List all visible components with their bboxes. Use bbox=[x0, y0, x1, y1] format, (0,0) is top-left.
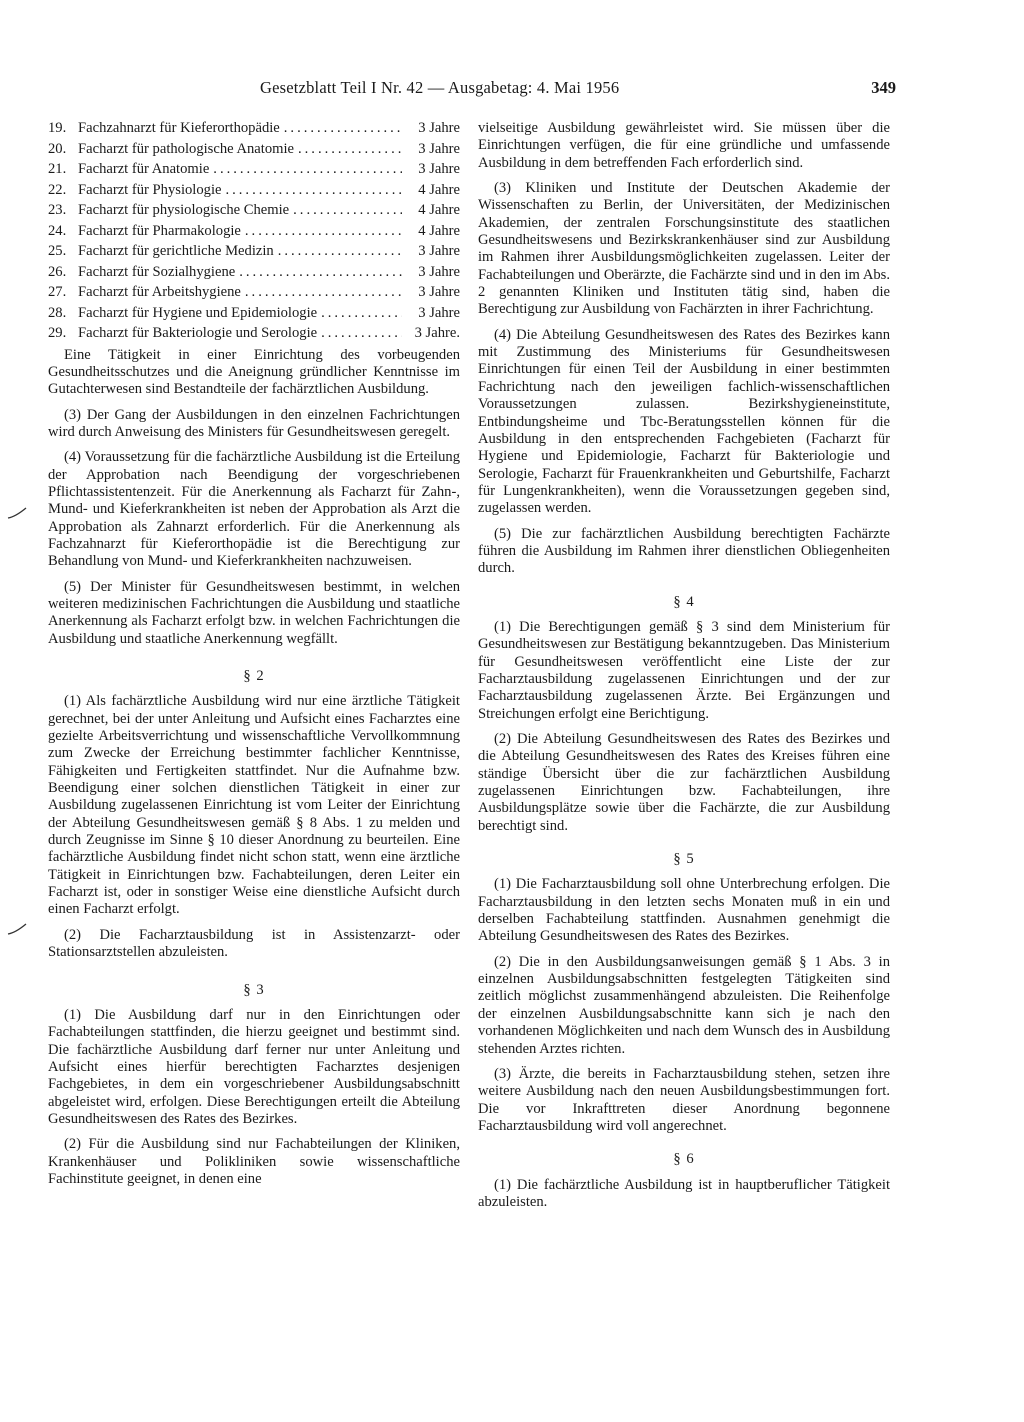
list-item-duration: 3 Jahre bbox=[418, 120, 460, 136]
list-item-label: Fachzahnarzt für Kieferorthopädie bbox=[78, 120, 280, 136]
list-item-label: Facharzt für Arbeitshygiene bbox=[78, 284, 241, 300]
list-item-label: Facharzt für gerichtliche Medizin bbox=[78, 243, 274, 259]
list-item-duration: 4 Jahre bbox=[418, 222, 460, 239]
paragraph: (4) Die Abteilung Gesundheitswesen des Rates des Bezirkes kann mit Zustimmung des Ministeriums für Gesundheitswesen Einrichtungen für einen Teil der Ausbildung in einer bestimmten Fachrichtung nach den jeweiligen fachlich-wissenschaftlichen Voraussetzungen zulassen. Bezirkshygieneinstitute, Entbindungsheime und Tbc-Beratungsstellen können für die Ausbildung in den entsprechenden Fachgebieten (Facharzt für Hygiene und Epidemiologie, Facharzt für Bakteriologie und Serologie, Facharzt für Frauenkrankheiten und Geburtshilfe, Facharzt für Lungenkrankheiten), wenn die Voraussetzungen gegeben sind, zugelassen werden. bbox=[478, 326, 890, 517]
paragraph: (2) Die Abteilung Gesundheitswesen des Rates des Bezirkes und die Abteilung Gesundheitswesen des Rates des Kreises führen eine ständige Übersicht über die zur fachärztlichen Ausbildung zugelassenen Einrichtungen bzw. Fachabteilungen, ihre Ausbildungsplätze sowie über die Fachärzte, die zur Ausbildung berechtigt sind. bbox=[478, 731, 890, 834]
list-item-label: Facharzt für physiologische Chemie bbox=[78, 202, 290, 218]
list-item-label: Facharzt für Hygiene und Epidemiologie bbox=[78, 304, 318, 321]
paragraph: (2) Für die Ausbildung sind nur Fachabteilungen der Kliniken, Krankenhäuser und Polikliniken sowie wissenschaftliche Fachinstitute geeignet, in denen eine bbox=[48, 1136, 460, 1187]
leader-dots bbox=[235, 264, 402, 281]
leader-dots bbox=[241, 223, 402, 240]
list-item-duration: 3 Jahre bbox=[418, 304, 460, 321]
paragraph: (2) Die in den Ausbildungsanweisungen gemäß § 1 Abs. 3 in einzelnen Ausbildungsabschnitten festgelegten Tätigkeiten sind zeitlich möglichst zusammenhängend abzuleisten. Die Reihenfolge der einzelnen Ausbildungsabschnitte kann sich je nach den vorhandenen Möglichkeiten und nach dem Wunsch des in Ausbildung stehenden Arztes richten. bbox=[478, 953, 890, 1057]
list-item-number: 26. bbox=[48, 263, 67, 280]
paragraph: (4) Voraussetzung für die fachärztliche Ausbildung ist die Erteilung der Approbation nach Beendigung der vorgeschriebenen Pflichtassistentenzeit. Für die Anerkennung als Facharzt für Zahn-, Mund- und Kieferkrankheiten ist neben der Approbation als Arzt die Approbation als Zahnarzt erforderlich. Für die Anerkennung als Fachzahnarzt für Kieferorthopädie ist die Berechtigung zur Behandlung von Mund- und Kieferkrankheiten nachzuweisen. bbox=[48, 449, 460, 570]
list-item bbox=[48, 182, 460, 203]
paragraph: (1) Die Facharztausbildung soll ohne Unterbrechung erfolgen. Die Facharztausbildung in den letzten sechs Monaten muß in ein und derselben Fachabteilung stattfinden. Ausnahmen genehmigt die Abteilung Gesundheitswesen des Rates des Bezirkes. bbox=[478, 876, 890, 945]
page-number: 349 bbox=[871, 78, 896, 97]
list-item bbox=[48, 161, 460, 182]
list-item-label: Facharzt für Pharmakologie bbox=[78, 222, 241, 239]
leader-dots bbox=[317, 325, 402, 342]
list-item-duration: 3 Jahre bbox=[418, 140, 460, 157]
paragraph: (3) Der Gang der Ausbildungen in den einzelnen Fachrichtungen wird durch Anweisung des Ministers für Gesundheitswesen geregelt. bbox=[48, 406, 460, 440]
leader-dots bbox=[241, 284, 402, 301]
paragraph: (1) Die fachärztliche Ausbildung ist in hauptberuflicher Tätigkeit abzuleisten. bbox=[478, 1176, 890, 1210]
margin-check-mark bbox=[6, 922, 28, 936]
list-item-number: 20. bbox=[48, 140, 67, 157]
leader-dots bbox=[274, 243, 402, 260]
list-item-number: 29. bbox=[48, 325, 67, 341]
list-item-duration: 3 Jahre. bbox=[414, 325, 460, 341]
section-heading: § 3 bbox=[243, 981, 265, 998]
list-item bbox=[48, 284, 460, 305]
leader-dots bbox=[317, 305, 402, 322]
list-item bbox=[48, 264, 460, 285]
list-item-duration: 4 Jahre bbox=[418, 202, 460, 218]
list-item-duration: 3 Jahre bbox=[418, 284, 460, 300]
paragraph: (5) Der Minister für Gesundheitswesen bestimmt, in welchen weiteren medizinischen Fachrichtungen die Ausbildung und staatliche Anerkennung als Facharzt erfolgt bzw. in welchen Fachrichtungen die Ausbildung und staatliche Anerkennung wegfällt. bbox=[48, 578, 460, 647]
list-item bbox=[48, 243, 460, 264]
list-item-label: Facharzt für Sozialhygiene bbox=[78, 263, 236, 280]
list-item-number: 25. bbox=[48, 243, 67, 259]
list-item bbox=[48, 141, 460, 162]
page-header bbox=[48, 78, 896, 104]
list-item bbox=[48, 120, 460, 141]
paragraph: (1) Als fachärztliche Ausbildung wird nur eine ärztliche Tätigkeit gerechnet, bei der unter Anleitung und Aufsicht eines Facharztes eine gezielte Arbeitsverrichtung und wissenschaftliche Vervollkommnung zum Zwecke der Erreichung bestimmter fachlicher Kenntnisse, Fähigkeiten und Fertigkeiten stattfindet. Nur die Aufnahme bzw. Beendigung einer solchen dienstlichen Tätigkeit in einer zur Ausbildung zugelassenen Einrichtung ist vom Leiter der Einrichtung der Abteilung Gesundheitswesen gemäß § 8 Abs. 1 zu melden und durch Zeugnisse im Sinne § 10 dieser Anordnung zu beurteilen. Eine fachärztliche Ausbildung findet nicht schon statt, wenn eine ärztliche Tätigkeit in Einrichtungen bzw. Fachabteilungen, deren Leiter ein Facharzt ist, oder in sonstiger Weise eine dienstliche Aufsicht durch einen Facharzt erfolgt. bbox=[48, 693, 460, 918]
section-heading: § 5 bbox=[673, 851, 695, 868]
list-item bbox=[48, 305, 460, 326]
paragraph: (1) Die Berechtigungen gemäß § 3 sind dem Ministerium für Gesundheitswesen zur Bestätigung bekanntzugeben. Das Ministerium für Gesundheitswesen veröffentlicht eine Liste der zur Facharztausbildung zugelassenen Einrichtungen und der zur Facharztausbildung zugelassenen Ärzte. Bei Ergänzungen und Streichungen erfolgt eine Berichtigung. bbox=[478, 618, 890, 722]
paragraph: (3) Ärzte, die bereits in Facharztausbildung stehen, setzen ihre weitere Ausbildung nach den neuen Ausbildungsbestimmungen fort. Die vor Inkrafttreten dieser Anordnung begonnene Facharztausbildung wird voll angerechnet. bbox=[478, 1065, 890, 1134]
list-item-label: Facharzt für Anatomie bbox=[78, 161, 210, 177]
leader-dots bbox=[294, 141, 402, 158]
paragraph: (5) Die zur fachärztlichen Ausbildung berechtigten Fachärzte führen die Ausbildung im Rahmen ihrer dienstlichen Obliegenheiten durch. bbox=[478, 525, 890, 577]
list-item-number: 21. bbox=[48, 161, 67, 177]
right-column bbox=[478, 120, 890, 1219]
list-item-duration: 3 Jahre bbox=[418, 161, 460, 177]
list-item-number: 28. bbox=[48, 304, 67, 321]
leader-dots bbox=[209, 161, 402, 178]
list-item-duration: 3 Jahre bbox=[418, 243, 460, 259]
leader-dots bbox=[289, 202, 402, 219]
paragraph: Eine Tätigkeit in einer Einrichtung des vorbeugenden Gesundheitsschutzes und die Aneignung gründlicher Kenntnisse im Gutachterwesen sind Bestandteile der fachärztlichen Ausbildung. bbox=[48, 346, 460, 398]
list-item bbox=[48, 223, 460, 244]
list-item-label: Facharzt für pathologische Anatomie bbox=[78, 140, 294, 157]
paragraph: vielseitige Ausbildung gewährleistet wird. Sie müssen über die Einrichtungen verfügen, die für eine gründliche und umfassende Ausbildung in dem betreffenden Fach erforderlich sind. bbox=[478, 120, 890, 171]
list-item-duration: 3 Jahre bbox=[418, 263, 460, 280]
list-item-number: 23. bbox=[48, 202, 67, 218]
list-item-duration: 4 Jahre bbox=[418, 181, 460, 198]
header-title: Gesetzblatt Teil I Nr. 42 — Ausgabetag: 4. Mai 1956 bbox=[260, 78, 620, 97]
margin-check-mark bbox=[6, 506, 28, 520]
paragraph: (1) Die Ausbildung darf nur in den Einrichtungen oder Fachabteilungen stattfinden, die hierzu geeignet und bestimmt sind. Die fachärztliche Ausbildung darf ferner nur unter Anleitung und Aufsicht eines hierfür berechtigten Facharztes desjenigen Fachgebietes, in dem ein vorgeschriebener Ausbildungsabschnitt abgeleistet wird, erfolgen. Diese Berechtigungen erteilt die Abteilung Gesundheitswesen des Rates des Bezirkes. bbox=[48, 1006, 460, 1127]
section-heading: § 6 bbox=[673, 1151, 695, 1168]
paragraph: (3) Kliniken und Institute der Deutschen Akademie der Wissenschaften zu Berlin, der Universitäten, der Medizinischen Akademien, der zentralen Forschungsinstitute des staatlichen Gesundheitswesens und Bezirkskrankenhäuser sind zur Ausbildung im Rahmen ihrer Ausbildungsmöglichkeiten zugelassen. Leiter der Fachabteilungen und Oberärzte, die Fachärzte sind und in den im Abs. 2 genannten Kliniken und Instituten tätig sind, haben die Berechtigung zur Ausbildung von Fachärzten in ihrer Fachrichtung. bbox=[478, 180, 890, 318]
leader-dots bbox=[280, 120, 402, 137]
section-heading: § 4 bbox=[673, 593, 695, 610]
specialist-duration-list bbox=[48, 120, 460, 346]
list-item-label: Facharzt für Bakteriologie und Serologie bbox=[78, 325, 318, 341]
left-column bbox=[48, 120, 460, 1196]
list-item-number: 27. bbox=[48, 284, 67, 300]
list-item-number: 22. bbox=[48, 181, 67, 198]
list-item bbox=[48, 325, 460, 346]
list-item-label: Facharzt für Physiologie bbox=[78, 181, 222, 198]
list-item-number: 24. bbox=[48, 222, 67, 239]
leader-dots bbox=[221, 182, 402, 199]
list-item bbox=[48, 202, 460, 223]
list-item-number: 19. bbox=[48, 120, 67, 136]
section-heading: § 2 bbox=[243, 668, 265, 684]
paragraph: (2) Die Facharztausbildung ist in Assistenzarzt- oder Stationsarztstellen abzuleisten. bbox=[48, 926, 460, 961]
